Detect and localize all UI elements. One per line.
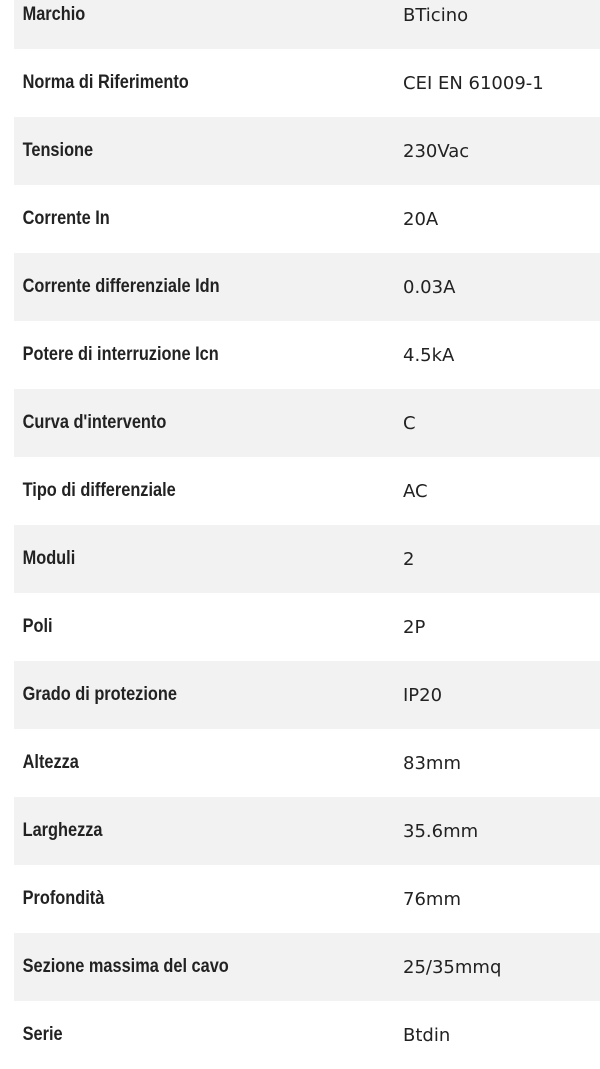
spec-value: IP20 <box>403 684 443 706</box>
spec-row-tipo-differenziale <box>14 457 600 525</box>
spec-label: Marchio <box>22 4 86 25</box>
spec-value: 2P <box>403 616 426 638</box>
spec-row-norma <box>14 49 600 117</box>
spec-table <box>14 0 600 1069</box>
spec-row-sezione-cavo <box>14 933 600 1001</box>
spec-value: BTicino <box>403 4 469 26</box>
spec-row-curva-intervento <box>14 389 600 457</box>
spec-row-marchio <box>14 0 600 49</box>
spec-label: Larghezza <box>22 820 103 841</box>
spec-row-serie <box>14 1001 600 1069</box>
spec-label: Tipo di differenziale <box>22 480 176 501</box>
spec-value: 4.5kA <box>403 344 455 366</box>
spec-label: Tensione <box>22 140 94 161</box>
spec-row-potere-interruzione <box>14 321 600 389</box>
spec-label: Moduli <box>22 548 76 569</box>
spec-row-altezza <box>14 729 600 797</box>
spec-value: Btdin <box>403 1024 451 1046</box>
spec-value: AC <box>403 480 428 502</box>
spec-label: Poli <box>22 616 53 637</box>
spec-label: Potere di interruzione Icn <box>22 344 219 365</box>
spec-label: Serie <box>22 1024 63 1045</box>
spec-label: Corrente In <box>22 208 110 229</box>
spec-label: Altezza <box>22 752 79 773</box>
spec-value: 83mm <box>403 752 461 774</box>
spec-row-larghezza <box>14 797 600 865</box>
spec-row-corrente <box>14 185 600 253</box>
spec-value: 0.03A <box>403 276 456 298</box>
spec-label: Curva d'intervento <box>22 412 167 433</box>
spec-value: 76mm <box>403 888 461 910</box>
spec-row-profondita <box>14 865 600 933</box>
spec-value: 25/35mmq <box>403 956 502 978</box>
spec-label: Profondità <box>22 888 105 909</box>
spec-label: Grado di protezione <box>22 684 177 705</box>
spec-value: 35.6mm <box>403 820 479 842</box>
spec-row-corrente-differenziale <box>14 253 600 321</box>
spec-row-moduli <box>14 525 600 593</box>
spec-label: Norma di Riferimento <box>22 72 189 93</box>
spec-value: 2 <box>403 548 415 570</box>
spec-row-poli <box>14 593 600 661</box>
spec-value: CEI EN 61009-1 <box>403 72 544 94</box>
spec-row-grado-protezione <box>14 661 600 729</box>
spec-value: C <box>403 412 416 434</box>
spec-value: 20A <box>403 208 439 230</box>
spec-label: Corrente differenziale Idn <box>22 276 220 297</box>
spec-row-tensione <box>14 117 600 185</box>
spec-value: 230Vac <box>403 140 470 162</box>
spec-label: Sezione massima del cavo <box>22 956 229 977</box>
